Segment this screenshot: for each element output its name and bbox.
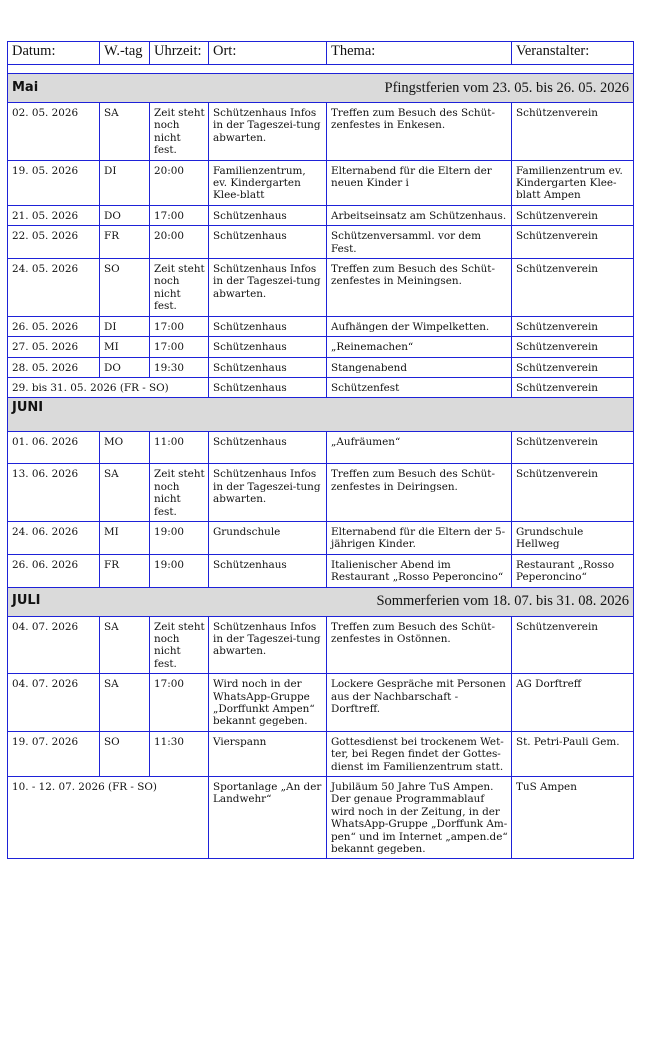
event-row xyxy=(8,731,634,776)
event-time: 19:00 xyxy=(150,554,209,587)
header-organizer: Veranstalter: xyxy=(512,42,634,65)
month-cell xyxy=(8,398,634,432)
event-weekday: DI xyxy=(100,316,150,336)
event-place: Schützenhaus xyxy=(209,357,327,377)
event-row xyxy=(8,377,634,397)
event-time: 11:30 xyxy=(150,731,209,776)
event-time: Zeit steht noch nicht fest. xyxy=(150,464,209,522)
month-row xyxy=(8,74,634,103)
event-topic: Schützenversamml. vor dem Fest. xyxy=(327,226,512,259)
event-topic: „Aufräumen“ xyxy=(327,432,512,464)
event-date: 04. 07. 2026 xyxy=(8,616,100,674)
event-place: Schützenhaus Infos in der Tageszei-tung abwarten. xyxy=(209,259,327,317)
event-organizer: Schützenverein xyxy=(512,316,634,336)
event-topic: „Reinemachen“ xyxy=(327,337,512,357)
event-row xyxy=(8,316,634,336)
event-organizer: Grundschule Hellweg xyxy=(512,521,634,554)
event-organizer: Schützenverein xyxy=(512,616,634,674)
month-cell xyxy=(8,74,634,103)
event-topic: Italienischer Abend im Restaurant „Rosso Peperoncino“ xyxy=(327,554,512,587)
month-name: JULI xyxy=(12,593,41,609)
event-row xyxy=(8,554,634,587)
event-organizer: Schützenverein xyxy=(512,205,634,225)
event-table xyxy=(7,41,634,859)
event-topic: Treffen zum Besuch des Schüt-zenfestes in Enkesen. xyxy=(327,103,512,161)
event-row xyxy=(8,432,634,464)
event-weekday: SA xyxy=(100,616,150,674)
event-row xyxy=(8,205,634,225)
event-place: Schützenhaus xyxy=(209,432,327,464)
event-organizer: Familienzentrum ev. Kindergarten Klee-blatt Ampen xyxy=(512,160,634,205)
month-name: JUNI xyxy=(12,400,44,416)
event-weekday: SO xyxy=(100,731,150,776)
event-place: Familienzentrum, ev. Kindergarten Klee-blatt xyxy=(209,160,327,205)
event-place: Grundschule xyxy=(209,521,327,554)
spacer-cell xyxy=(8,65,634,74)
event-date: 02. 05. 2026 xyxy=(8,103,100,161)
event-time: Zeit steht noch nicht fest. xyxy=(150,259,209,317)
month-cell xyxy=(8,587,634,616)
event-weekday: SA xyxy=(100,674,150,732)
event-weekday: DO xyxy=(100,357,150,377)
event-row xyxy=(8,259,634,317)
month-row xyxy=(8,587,634,616)
event-date: 26. 06. 2026 xyxy=(8,554,100,587)
event-topic: Treffen zum Besuch des Schüt-zenfestes in Meiningsen. xyxy=(327,259,512,317)
event-place: Schützenhaus Infos in der Tageszei-tung abwarten. xyxy=(209,464,327,522)
event-date: 22. 05. 2026 xyxy=(8,226,100,259)
event-organizer: Schützenverein xyxy=(512,103,634,161)
header-row xyxy=(8,42,634,65)
spacer-row xyxy=(8,65,634,74)
event-organizer: Schützenverein xyxy=(512,337,634,357)
event-time: 19:00 xyxy=(150,521,209,554)
event-weekday: SA xyxy=(100,464,150,522)
event-organizer: Schützenverein xyxy=(512,464,634,522)
event-date: 28. 05. 2026 xyxy=(8,357,100,377)
event-weekday: SA xyxy=(100,103,150,161)
event-place: Schützenhaus xyxy=(209,316,327,336)
event-topic: Aufhängen der Wimpelketten. xyxy=(327,316,512,336)
holiday-note: Sommerferien vom 18. 07. bis 31. 08. 2026 xyxy=(376,593,629,610)
event-weekday: SO xyxy=(100,259,150,317)
event-time: 17:00 xyxy=(150,205,209,225)
header-topic: Thema: xyxy=(327,42,512,65)
event-topic: Jubiläum 50 Jahre TuS Ampen. Der genaue Programmablauf wird noch in der Zeitung, in der WhatsApp-Gruppe „Dorffunk Am-pen“ und im Internet „ampen.de“ bekannt gegeben. xyxy=(327,777,512,859)
event-date: 24. 06. 2026 xyxy=(8,521,100,554)
event-date: 04. 07. 2026 xyxy=(8,674,100,732)
month-row xyxy=(8,398,634,432)
event-time: 11:00 xyxy=(150,432,209,464)
event-row xyxy=(8,521,634,554)
event-date: 01. 06. 2026 xyxy=(8,432,100,464)
event-row xyxy=(8,103,634,161)
event-row xyxy=(8,337,634,357)
event-date: 26. 05. 2026 xyxy=(8,316,100,336)
header-place: Ort: xyxy=(209,42,327,65)
event-organizer: TuS Ampen xyxy=(512,777,634,859)
event-organizer: Restaurant „Rosso Peperoncino“ xyxy=(512,554,634,587)
event-date: 19. 07. 2026 xyxy=(8,731,100,776)
event-organizer: Schützenverein xyxy=(512,226,634,259)
event-place: Sportanlage „An der Landwehr“ xyxy=(209,777,327,859)
event-time: 20:00 xyxy=(150,226,209,259)
event-time: 19:30 xyxy=(150,357,209,377)
event-row xyxy=(8,777,634,859)
event-topic: Elternabend für die Eltern der neuen Kinder i xyxy=(327,160,512,205)
event-date: 19. 05. 2026 xyxy=(8,160,100,205)
event-date: 13. 06. 2026 xyxy=(8,464,100,522)
event-place: Schützenhaus Infos in der Tageszei-tung abwarten. xyxy=(209,103,327,161)
event-date-range: 29. bis 31. 05. 2026 (FR - SO) xyxy=(8,377,209,397)
event-weekday: MI xyxy=(100,337,150,357)
event-organizer: AG Dorftreff xyxy=(512,674,634,732)
event-place: Schützenhaus xyxy=(209,337,327,357)
event-row xyxy=(8,226,634,259)
event-place: Schützenhaus Infos in der Tageszei-tung abwarten. xyxy=(209,616,327,674)
event-weekday: FR xyxy=(100,226,150,259)
event-calendar xyxy=(7,41,633,859)
event-topic: Lockere Gespräche mit Personen aus der Nachbarschaft - Dorftreff. xyxy=(327,674,512,732)
event-time: Zeit steht noch nicht fest. xyxy=(150,103,209,161)
event-place: Wird noch in der WhatsApp-Gruppe „Dorffunkt Ampen“ bekannt gegeben. xyxy=(209,674,327,732)
event-weekday: MO xyxy=(100,432,150,464)
event-time: 20:00 xyxy=(150,160,209,205)
event-time: 17:00 xyxy=(150,337,209,357)
event-topic: Arbeitseinsatz am Schützenhaus. xyxy=(327,205,512,225)
event-weekday: DI xyxy=(100,160,150,205)
event-date: 21. 05. 2026 xyxy=(8,205,100,225)
event-topic: Treffen zum Besuch des Schüt-zenfestes in Ostönnen. xyxy=(327,616,512,674)
event-weekday: DO xyxy=(100,205,150,225)
event-row xyxy=(8,674,634,732)
event-place: Schützenhaus xyxy=(209,205,327,225)
event-weekday: FR xyxy=(100,554,150,587)
event-topic: Treffen zum Besuch des Schüt-zenfestes in Deiringsen. xyxy=(327,464,512,522)
header-time: Uhrzeit: xyxy=(150,42,209,65)
event-time: Zeit steht noch nicht fest. xyxy=(150,616,209,674)
event-date-range: 10. - 12. 07. 2026 (FR - SO) xyxy=(8,777,209,859)
event-row xyxy=(8,160,634,205)
event-date: 24. 05. 2026 xyxy=(8,259,100,317)
event-time: 17:00 xyxy=(150,674,209,732)
event-row xyxy=(8,357,634,377)
event-organizer: Schützenverein xyxy=(512,377,634,397)
month-name: Mai xyxy=(12,79,39,95)
header-weekday: W.-tag xyxy=(100,42,150,65)
event-row xyxy=(8,464,634,522)
event-topic: Gottesdienst bei trockenem Wet-ter, bei Regen findet der Gottes-dienst im Familienzentrum statt. xyxy=(327,731,512,776)
holiday-note: Pfingstferien vom 23. 05. bis 26. 05. 2026 xyxy=(384,79,629,96)
event-place: Schützenhaus xyxy=(209,226,327,259)
event-organizer: Schützenverein xyxy=(512,259,634,317)
event-topic: Schützenfest xyxy=(327,377,512,397)
event-place: Schützenhaus xyxy=(209,377,327,397)
event-place: Schützenhaus xyxy=(209,554,327,587)
event-row xyxy=(8,616,634,674)
event-weekday: MI xyxy=(100,521,150,554)
event-topic: Elternabend für die Eltern der 5-jährigen Kinder. xyxy=(327,521,512,554)
event-organizer: Schützenverein xyxy=(512,432,634,464)
event-time: 17:00 xyxy=(150,316,209,336)
event-organizer: Schützenverein xyxy=(512,357,634,377)
event-topic: Stangenabend xyxy=(327,357,512,377)
header-date: Datum: xyxy=(8,42,100,65)
event-date: 27. 05. 2026 xyxy=(8,337,100,357)
event-place: Vierspann xyxy=(209,731,327,776)
event-organizer: St. Petri-Pauli Gem. xyxy=(512,731,634,776)
